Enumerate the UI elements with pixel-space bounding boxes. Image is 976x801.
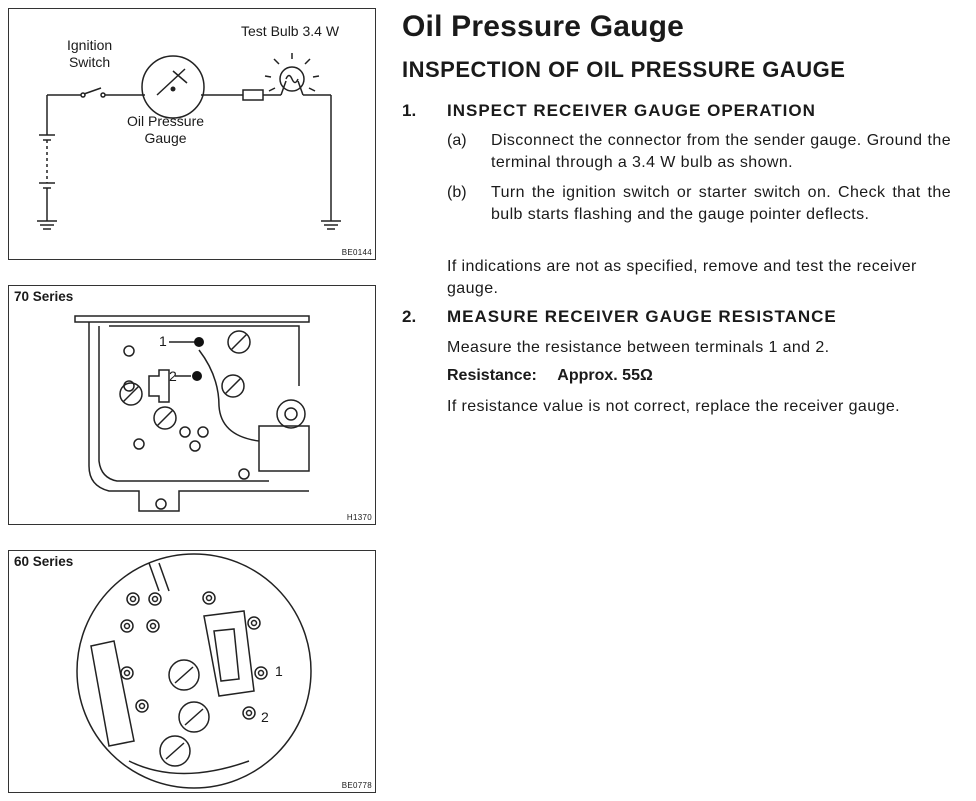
series-70-label: 70 Series — [14, 289, 74, 304]
section-heading: INSPECTION OF OIL PRESSURE GAUGE — [402, 57, 846, 82]
resistance-spec-value: Approx. 55Ω — [557, 367, 653, 384]
figure-code: BE0778 — [341, 781, 372, 790]
page-title: Oil Pressure Gauge — [402, 10, 685, 43]
figure-code: H1370 — [346, 513, 372, 522]
figure-code: BE0144 — [341, 248, 372, 257]
series-70-drawing — [9, 286, 375, 524]
step-1-number: 1. — [402, 101, 417, 120]
resistance-spec-label: Resistance: — [447, 367, 537, 384]
test-bulb-label: Test Bulb 3.4 W — [241, 23, 340, 39]
series-60-drawing — [9, 551, 375, 792]
step-1-heading: INSPECT RECEIVER GAUGE OPERATION — [447, 101, 816, 120]
series-60-figure — [8, 550, 376, 793]
oil-pressure-gauge-label: Oil Pressure Gauge — [127, 113, 205, 146]
step-1a-text: Disconnect the connector from the sender gauge. Ground the terminal through a 3.4 W bulb as shown. — [491, 132, 951, 171]
step-1b-letter: (b) — [447, 184, 467, 201]
step-1a-letter: (a) — [447, 132, 467, 149]
step-1b-text: Turn the ignition switch or starter switch on. Check that the bulb starts flashing and the gauge pointer deflects. — [491, 184, 951, 223]
step-2-text: Measure the resistance between terminals 1 and 2. — [447, 339, 830, 356]
series-70-figure — [8, 285, 376, 525]
resistance-spec — [447, 367, 653, 385]
terminal-2-label: 2 — [261, 709, 269, 725]
step-2-number: 2. — [402, 307, 417, 326]
ignition-switch-label: Ignition Switch — [67, 37, 113, 70]
terminal-1-label: 1 — [159, 333, 167, 349]
terminal-1-label: 1 — [275, 663, 283, 679]
step-2-heading: MEASURE RECEIVER GAUGE RESISTANCE — [447, 307, 837, 326]
step-1-note: If indications are not as specified, remove and test the receiver gauge. — [447, 258, 917, 297]
step-2-note: If resistance value is not correct, replace the receiver gauge. — [447, 398, 900, 415]
terminal-2-label: 2 — [169, 368, 177, 384]
circuit-diagram-figure — [8, 8, 376, 260]
series-60-label: 60 Series — [14, 554, 74, 569]
